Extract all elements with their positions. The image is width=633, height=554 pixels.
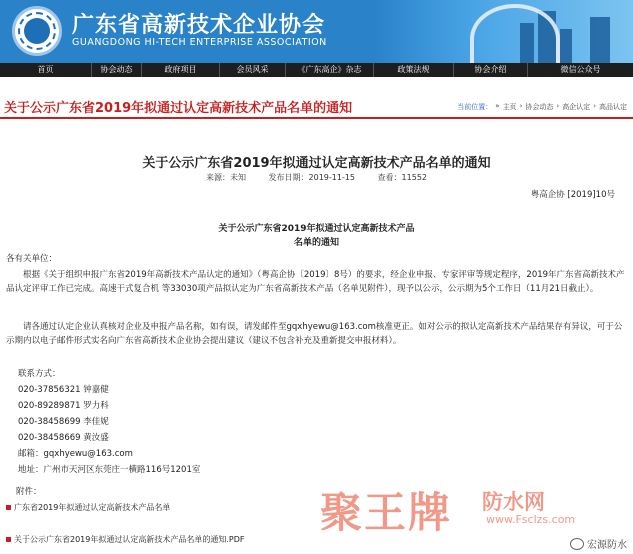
- contact-phone: 020-37856321 钟嘉健: [18, 385, 109, 395]
- article-source: 来源：未知: [205, 173, 246, 182]
- attachment-name[interactable]: 广东省2019年拟通过认定高新技术产品名单: [14, 503, 171, 512]
- nav-gov-projects[interactable]: 政府项目: [142, 63, 220, 77]
- breadcrumb-product[interactable]: 高品认定: [599, 103, 627, 111]
- notice-title: [0, 222, 633, 250]
- breadcrumb-home[interactable]: 主页: [502, 103, 517, 111]
- document-number: 粤高企协 [2019]10号: [530, 190, 615, 200]
- header-banner: [0, 0, 633, 63]
- watermark-text: 聚王牌: [320, 488, 453, 537]
- section-title: 关于公示广东省2019年拟通过认定高新技术产品名单的通知: [4, 101, 353, 116]
- association-logo[interactable]: [12, 6, 62, 56]
- main-nav: [0, 63, 633, 77]
- nav-news[interactable]: 协会动态: [92, 63, 142, 77]
- bullet-icon: [6, 505, 11, 510]
- watermark-text: 防水网: [482, 490, 545, 514]
- contact-label: 联系方式：: [18, 369, 61, 379]
- nav-magazine[interactable]: 《广东高企》杂志: [286, 63, 374, 77]
- building-shape: [560, 29, 572, 63]
- nav-wechat[interactable]: 微信公众号: [560, 65, 601, 74]
- nav-policy[interactable]: 政策法规: [374, 63, 454, 77]
- contact-phone: 020-38458669 黄汝盛: [18, 433, 109, 443]
- contact-block: [18, 366, 200, 478]
- wechat-icon: [570, 538, 584, 550]
- site-subtitle: GUANGDONG HI-TECH ENTERPRISE ASSOCIATION: [72, 37, 327, 48]
- notice-title-line2: 名单的通知: [293, 238, 339, 248]
- breadcrumb-sep: »: [495, 102, 500, 110]
- wechat-name: 宏源防水: [587, 540, 627, 551]
- breadcrumb: [457, 102, 627, 112]
- breadcrumb-lead: 当前位置：: [457, 103, 493, 111]
- breadcrumb-news[interactable]: 协会动态: [525, 103, 554, 111]
- article-date: 发布日期：2019-11-15: [268, 173, 356, 182]
- breadcrumb-sep: ›: [593, 102, 596, 110]
- salutation: 各有关单位：: [6, 254, 58, 264]
- building-shape: [590, 17, 610, 63]
- attachment-label: 附件：: [16, 487, 42, 497]
- bullet-icon: [6, 537, 11, 542]
- contact-email: 邮箱：gqxhyewu@163.com: [18, 449, 133, 459]
- wechat-mark: [570, 536, 627, 551]
- attachment-name[interactable]: 关于公示广东省2019年拟通过认定高新技术产品名单的通知.PDF: [14, 535, 245, 544]
- paragraph-1: 根据《关于组织申报广东省2019年高新技术产品认定的通知》（粤高企协〔2019〕8号）的要求，经企业申报、专家评审等规定程序，2019年广东省高新技术产品认定评审工作已完成。高速干式复合机 等33030项产品拟认定为广东省高新技术产品（名单见附件），现予以公示，公示期为5个工作日（11月21日截止）。: [6, 270, 625, 294]
- attachment-link[interactable]: [6, 534, 245, 545]
- paragraph-2: 请各通过认定企业认真核对企业及申报产品名称，如有误，请发邮件至gqxhyewu@163.com核准更正。如对公示的拟认定高新技术产品结果存有异议，可于公示期内以电子邮件形式实名向广东省高新技术企业协会提出建议（建议不包含补充及重新提交申报材料）。: [6, 322, 623, 346]
- nav-about[interactable]: 协会介绍: [454, 63, 528, 77]
- breadcrumb-hitech[interactable]: 高企认定: [562, 103, 591, 111]
- contact-address: 地址：广州市天河区东莞庄一横路116号1201室: [18, 465, 201, 475]
- nav-home[interactable]: 首页: [0, 63, 92, 77]
- breadcrumb-sep: ›: [556, 102, 560, 110]
- contact-phone: 020-38458699 李佳妮: [18, 417, 109, 427]
- breadcrumb-sep: ›: [519, 102, 523, 110]
- section-title-bar: [0, 95, 633, 119]
- article-title: 关于公示广东省2019年拟通过认定高新技术产品名单的通知: [142, 156, 491, 171]
- attachment-link[interactable]: [6, 502, 170, 513]
- site-title: 广东省高新技术企业协会: [72, 13, 326, 38]
- article-meta: [0, 172, 633, 183]
- nav-members[interactable]: 会员风采: [220, 63, 286, 77]
- logo-core: [24, 18, 50, 44]
- contact-phone: 020-89289871 罗力科: [18, 401, 109, 411]
- notice-title-line1: 关于公示广东省2019年拟通过认定高新技术产品: [218, 224, 415, 234]
- watermark-url: www.Fsclzs.com: [486, 513, 576, 526]
- article-views: 查看：11552: [377, 173, 428, 182]
